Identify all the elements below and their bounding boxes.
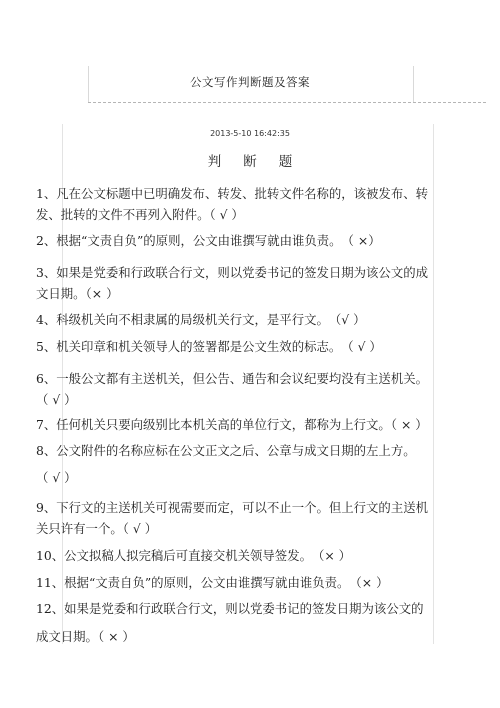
question-7: 7、任何机关只要向级别比本机关高的单位行文，都称为上行文。（ × ） (36, 417, 428, 432)
question-6: 6、一般公文都有主送机关，但公告、通告和会议纪要均没有主送机关。（ √ ） (36, 371, 428, 407)
question-8: 8、公文附件的名称应标在公文正文之后、公章与成文日期的左上方。 (36, 443, 416, 458)
document-title: 公文写作判断题及答案 (190, 75, 310, 89)
question-5: 5、机关印章和机关领导人的签署都是公文生效的标志。 （ √ ） (36, 339, 382, 354)
question-9: 9、下行文的主送机关可视需要而定，可以不止一个。但上行文的主送机关只许有一个。（ √ ） (36, 500, 428, 536)
question-11: 11、根据“文责自负”的原则，公文由谁撰写就由谁负责。 （× ） (36, 575, 389, 590)
question-4: 4、科级机关向不相隶属的局级机关行文，是平行文。 （√ ） (36, 312, 366, 327)
header-divider (88, 102, 486, 103)
question-10: 10、公文拟稿人拟完稿后可直接交机关领导签发。 （× ） (36, 548, 352, 563)
question-2: 2、根据“文责自负”的原则，公文由谁撰写就由谁负责。 （ ×） (36, 233, 381, 248)
question-12: 12、如果是党委和行政联合行文，则以党委书记的签发日期为该公文的 (36, 601, 424, 616)
question-8-answer: （ √ ） (36, 470, 77, 485)
question-12-cont: 成文日期。（ × ） (36, 629, 135, 644)
timestamp: 2013-5-10 16:42:35 (210, 129, 290, 138)
question-3: 3、如果是党委和行政联合行文，则以党委书记的签发日期为该公文的成文日期。（× ） (36, 265, 428, 301)
section-title: 判断题 (207, 154, 315, 170)
question-1: 1、凡在公文标题中已明确发布、转发、批转文件名称的，该被发布、转发、批转的文件不再列入附件。（ √ ） (36, 186, 428, 222)
